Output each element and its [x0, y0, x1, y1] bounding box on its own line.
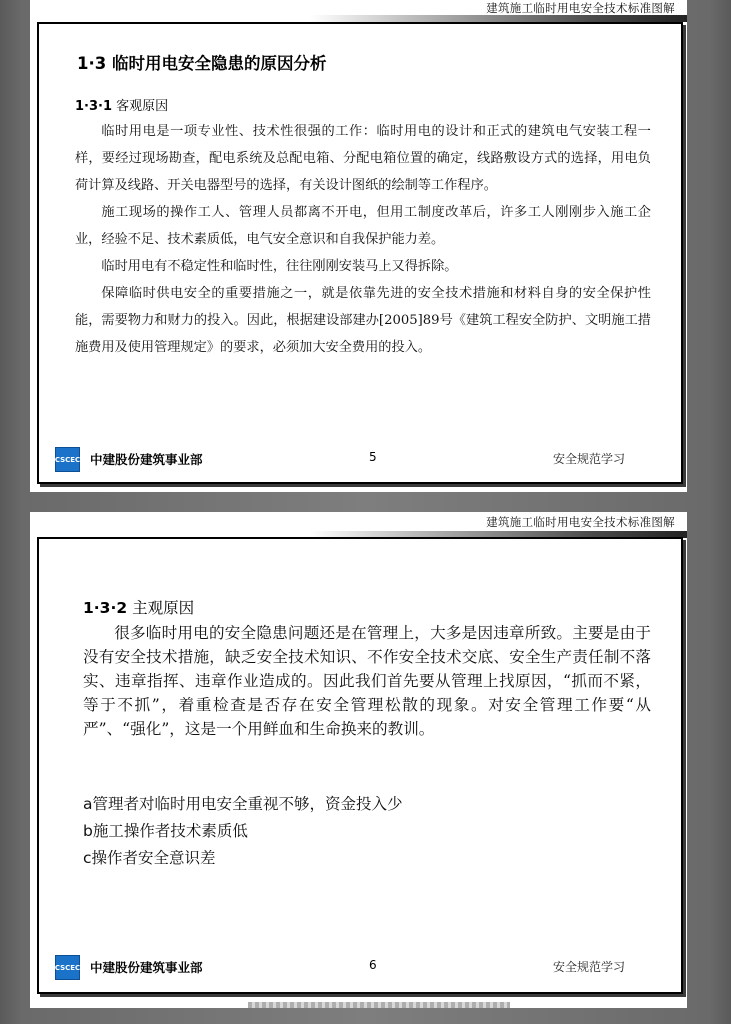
subsection-number: 1·3·2	[83, 599, 128, 617]
paragraph: 很多临时用电的安全隐患问题还是在管理上，大多是因违章所致。主要是由于没有安全技术措施，缺乏安全技术知识、不作安全技术交底、安全生产责任制不落实、违章指挥、违章作业造成的。因此我们首先要从管理上找原因，“抓而不紧，等于不抓”，着重检查是否存在安全管理松散的现象。对安全管理工作要“从严”、“强化”，这是一个用鲜血和生命换来的教训。	[83, 624, 651, 738]
subsection-number: 1·3·1	[75, 99, 113, 114]
slide-footer	[49, 952, 675, 982]
footer-note: 安全规范学习	[552, 452, 625, 466]
subsection-title: 主观原因	[132, 599, 195, 617]
company-logo: CSCEC	[55, 447, 80, 472]
subsection-title: 客观原因	[116, 99, 169, 114]
body-text	[75, 118, 651, 361]
subsection-heading	[83, 596, 194, 618]
list-item: c操作者安全意识差	[83, 849, 216, 867]
paragraph: 临时用电有不稳定性和临时性，往往刚刚安装马上又得拆除。	[101, 259, 458, 274]
slide-frame	[37, 537, 683, 994]
slide-page-2	[30, 512, 687, 1008]
slide-frame	[37, 22, 683, 484]
header-title: 建筑施工临时用电安全技术标准图解	[486, 1, 675, 15]
paragraph: 临时用电是一项专业性、技术性很强的工作：临时用电的设计和正式的建筑电气安装工程一样，要经过现场勘查，配电系统及总配电箱、分配电箱位置的确定，线路敷设方式的选择，用电负荷计算及线路、开关电器型号的选择，有关设计图纸的绘制等工作程序。	[75, 124, 651, 193]
footer-note: 安全规范学习	[552, 960, 625, 974]
page-number: 5	[369, 450, 377, 464]
header-title: 建筑施工临时用电安全技术标准图解	[486, 515, 675, 529]
company-name: 中建股份建筑事业部	[90, 452, 203, 467]
slide-page-1	[30, 0, 687, 492]
paragraph: 施工现场的操作工人、管理人员都离不开电，但用工制度改革后，许多工人刚刚步入施工企业，经验不足、技术素质低，电气安全意识和自我保护能力差。	[75, 205, 651, 247]
company-logo: CSCEC	[55, 955, 80, 980]
company-name: 中建股份建筑事业部	[90, 960, 203, 975]
cause-list	[83, 791, 403, 872]
page-number: 6	[369, 958, 377, 972]
section-title: 1·3 临时用电安全隐患的原因分析	[77, 54, 327, 73]
page-bottom-strip	[248, 1002, 510, 1008]
list-item: a管理者对临时用电安全重视不够，资金投入少	[83, 795, 403, 813]
header-rule	[310, 15, 687, 22]
list-item: b施工操作者技术素质低	[83, 822, 248, 840]
body-text	[83, 621, 651, 741]
subsection-heading	[75, 95, 168, 114]
paragraph: 保障临时供电安全的重要措施之一，就是依靠先进的安全技术措施和材料自身的安全保护性能，需要物力和财力的投入。因此，根据建设部建办[2005]89号《建筑工程安全防护、文明施工措施费用及使用管理规定》的要求，必须加大安全费用的投入。	[75, 286, 651, 355]
slide-footer	[49, 444, 675, 474]
